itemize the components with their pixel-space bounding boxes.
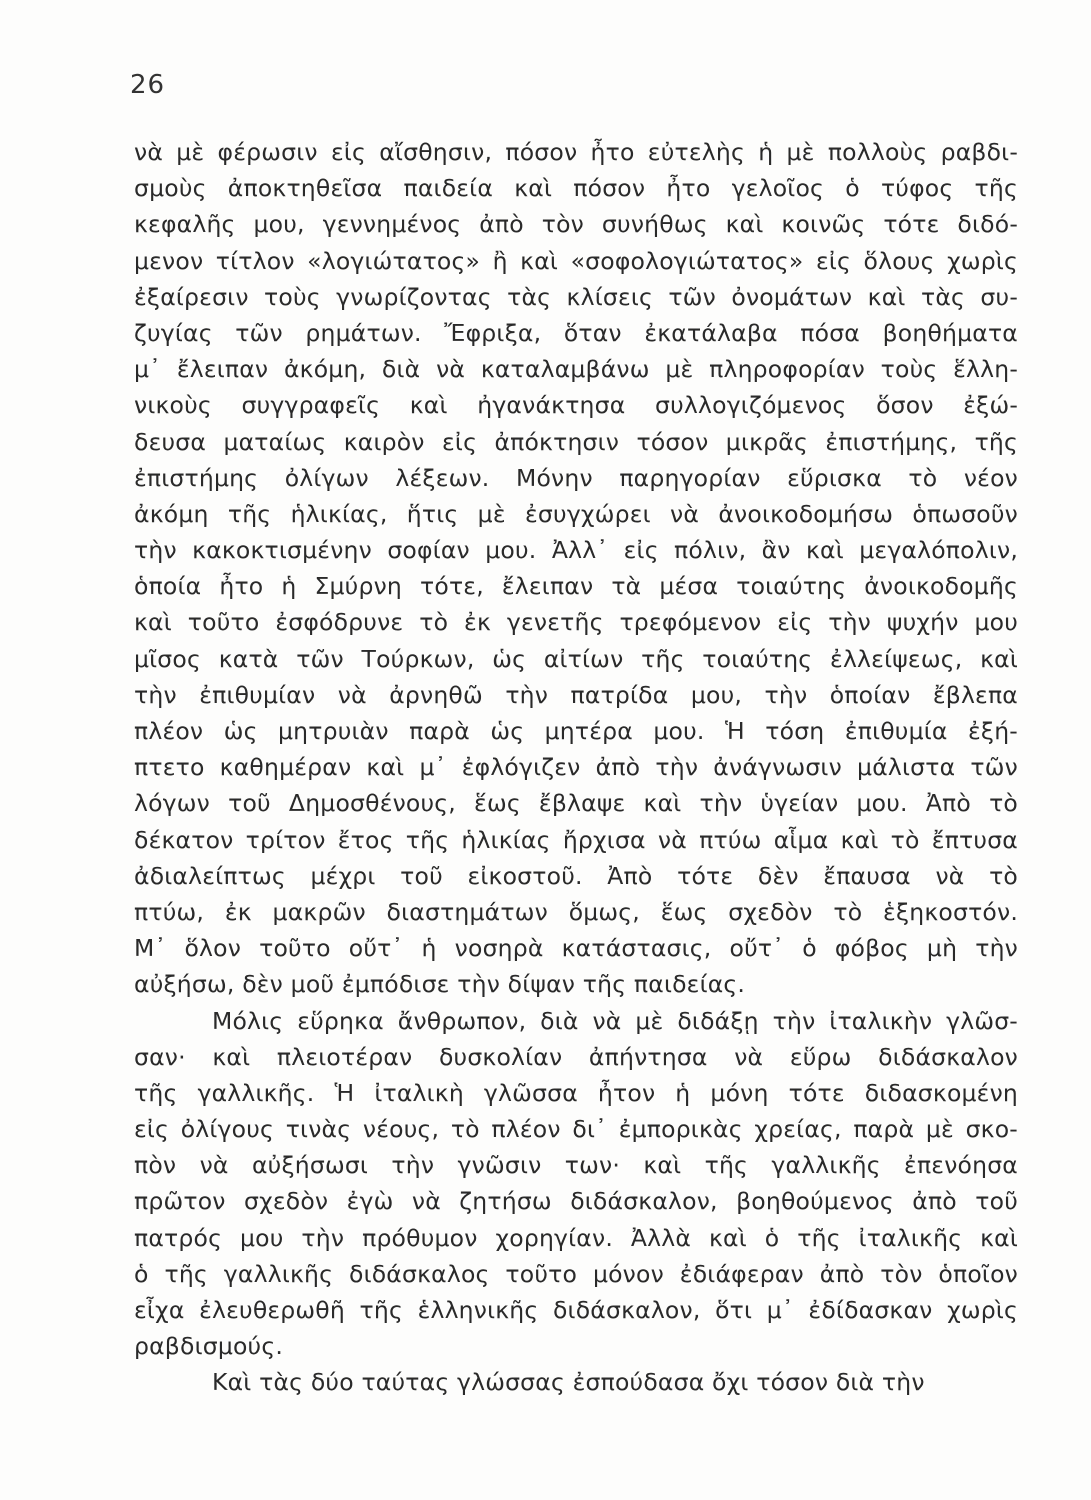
text-line: ἐξαίρεσιν τοὺς γνωρίζοντας τὰς κλίσεις τῶν ὀνομάτων καὶ τὰς συ- — [134, 282, 1018, 311]
text-line: τὴν ἐπιθυμίαν νὰ ἀρνηθῶ τὴν πατρίδα μου, τὴν ὁποίαν ἔβλεπα — [134, 680, 1018, 709]
text-line: μ᾿ ἔλειπαν ἀκόμη, διὰ νὰ καταλαμβάνω μὲ πληροφορίαν τοὺς ἕλλη- — [134, 355, 1018, 384]
page-number: 26 — [130, 70, 166, 100]
text-line: ὁποία ἦτο ἡ Σμύρνη τότε, ἔλειπαν τὰ μέσα τοιαύτης ἀνοικοδομῆς — [134, 572, 1018, 601]
text-line: ἐπιστήμης ὀλίγων λέξεων. Μόνην παρηγορίαν εὕρισκα τὸ νέον — [134, 463, 1018, 492]
text-line: δευσα ματαίως καιρὸν εἰς ἀπόκτησιν τόσον μικρᾶς ἐπιστήμης, τῆς — [134, 427, 1018, 456]
text-line: νικοὺς συγγραφεῖς καὶ ἠγανάκτησα συλλογιζόμενος ὅσον ἐξώ- — [134, 391, 1018, 420]
paragraph-end-line: αὐξήσω, δὲν μοῦ ἐμπόδισε τὴν δίψαν τῆς παιδείας. — [134, 970, 746, 999]
text-line: ἀκόμη τῆς ἡλικίας, ἥτις μὲ ἐσυγχώρει νὰ ἀνοικοδομήσω ὁπωσοῦν — [134, 499, 1018, 528]
text-line: ἀδιαλείπτως μέχρι τοῦ εἰκοστοῦ. Ἀπὸ τότε δὲν ἔπαυσα νὰ τὸ — [134, 861, 1018, 890]
paragraph-end-line: ραβδισμούς. — [134, 1332, 284, 1361]
text-line: εἶχα ἐλευθερωθῆ τῆς ἑλληνικῆς διδάσκαλον, ὅτι μ᾿ ἐδίδασκαν χωρὶς — [134, 1296, 1018, 1324]
text-line: πτύω, ἐκ μακρῶν διαστημάτων ὅμως, ἕως σχεδὸν τὸ ἑξηκοστόν. — [134, 897, 1018, 926]
text-line: πὸν νὰ αὐξήσωσι τὴν γνῶσιν των· καὶ τῆς γαλλικῆς ἐπενόησα — [134, 1151, 1018, 1180]
text-line: πλέον ὡς μητρυιὰν παρὰ ὡς μητέρα μου. Ἡ τόση ἐπιθυμία ἐξή- — [134, 717, 1018, 745]
text-line: μῖσος κατὰ τῶν Τούρκων, ὡς αἰτίων τῆς τοιαύτης ἐλλείψεως, καὶ — [134, 644, 1018, 673]
text-line: καὶ τοῦτο ἐσφόδρυνε τὸ ἐκ γενετῆς τρεφόμενον εἰς τὴν ψυχήν μου — [134, 608, 1018, 637]
text-line: μενον τίτλον «λογιώτατος» ἢ καὶ «σοφολογιώτατος» εἰς ὅλους χωρὶς — [134, 246, 1018, 275]
text-line: ζυγίας τῶν ρημάτων. Ἔφριξα, ὅταν ἐκατάλαβα πόσα βοηθήματα — [134, 318, 1018, 347]
text-line: νὰ μὲ φέρωσιν εἰς αἴσθησιν, πόσον ἦτο εὐτελὴς ἡ μὲ πολλοὺς ραβδι- — [134, 138, 1018, 166]
text-line: κεφαλῆς μου, γεννημένος ἀπὸ τὸν συνήθως καὶ κοινῶς τότε διδό- — [134, 210, 1018, 239]
text-line: λόγων τοῦ Δημοσθένους, ἕως ἔβλαψε καὶ τὴν ὑγείαν μου. Ἀπὸ τὸ — [134, 789, 1018, 818]
text-line: Μ᾿ ὅλον τοῦτο οὔτ᾿ ἡ νοσηρὰ κατάστασις, οὔτ᾿ ὁ φόβος μὴ τὴν — [134, 934, 1018, 963]
text-line: τῆς γαλλικῆς. Ἡ ἰταλικὴ γλῶσσα ἦτον ἡ μόνη τότε διδασκομένη — [134, 1078, 1018, 1107]
paragraph-start-line: Μόλις εὕρηκα ἄνθρωπον, διὰ νὰ μὲ διδάξῃ τὴν ἰταλικὴν γλῶσ- — [212, 1006, 1018, 1035]
text-line: πατρός μου τὴν πρόθυμον χορηγίαν. Ἀλλὰ καὶ ὁ τῆς ἰταλικῆς καὶ — [134, 1223, 1018, 1252]
body-text — [134, 134, 1018, 1401]
text-line: σμοὺς ἀποκτηθεῖσα παιδεία καὶ πόσον ἦτο γελοῖος ὁ τύφος τῆς — [134, 174, 1018, 203]
text-line: δέκατον τρίτον ἔτος τῆς ἡλικίας ἤρχισα νὰ πτύω αἷμα καὶ τὸ ἔπτυσα — [134, 825, 1018, 854]
text-line: τὴν κακοκτισμένην σοφίαν μου. Ἀλλ᾿ εἰς πόλιν, ἂν καὶ μεγαλόπολιν, — [134, 536, 1018, 565]
text-line: πρῶτον σχεδὸν ἐγὼ νὰ ζητήσω διδάσκαλον, βοηθούμενος ἀπὸ τοῦ — [134, 1187, 1018, 1216]
paragraph-start-line: Καὶ τὰς δύο ταύτας γλώσσας ἐσπούδασα ὄχι τόσον διὰ τὴν — [212, 1368, 925, 1397]
text-line: πτετο καθημέραν καὶ μ᾿ ἐφλόγιζεν ἀπὸ τὴν ἀνάγνωσιν μάλιστα τῶν — [134, 753, 1018, 782]
text-line: εἰς ὀλίγους τινὰς νέους, τὸ πλέον δι᾿ ἐμπορικὰς χρείας, παρὰ μὲ σκο- — [134, 1115, 1018, 1144]
text-line: σαν· καὶ πλειοτέραν δυσκολίαν ἀπήντησα νὰ εὕρω διδάσκαλον — [134, 1042, 1018, 1071]
text-line: ὁ τῆς γαλλικῆς διδάσκαλος τοῦτο μόνον ἐδιάφεραν ἀπὸ τὸν ὁποῖον — [134, 1259, 1018, 1288]
